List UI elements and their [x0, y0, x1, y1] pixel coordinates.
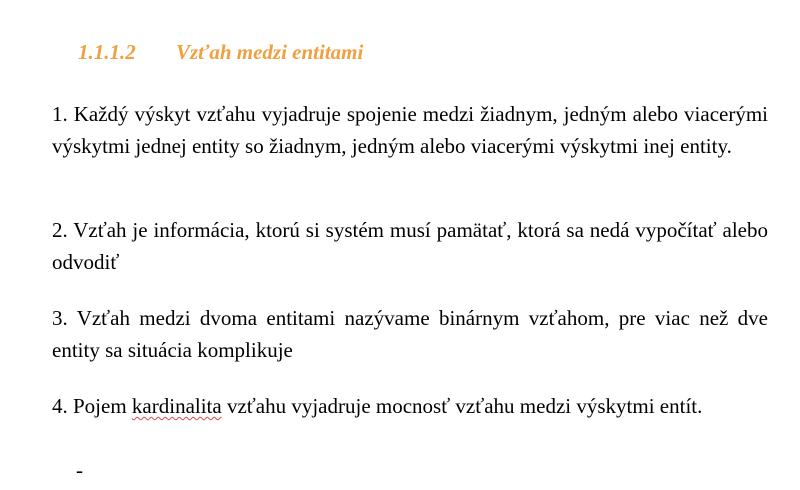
paragraph-1: 1. Každý výskyt vzťahu vyjadruje spojenie medzi žiadnym, jedným alebo viacerými výskytmi jednej entity so žiadnym, jedným alebo viacerými výskytmi inej entity. — [52, 102, 768, 158]
paragraph-4 — [52, 390, 768, 422]
section-heading — [78, 40, 363, 65]
section-number: 1.1.1.2 — [78, 40, 136, 64]
spellcheck-flagged-word[interactable]: kardinalita — [131, 394, 222, 418]
paragraph-2: 2. Vzťah je informácia, ktorú si systém musí pamätať, ktorá sa nedá vypočítať alebo odvodiť — [52, 218, 768, 274]
paragraph-3: 3. Vzťah medzi dvoma entitami nazývame binárnym vzťahom, pre viac než dve entity sa situácia komplikuje — [52, 306, 768, 362]
list-dash: - — [76, 458, 83, 482]
paragraph-4-start: 4. Pojem — [52, 394, 132, 418]
paragraph-4-end: vzťahu vyjadruje mocnosť vzťahu medzi výskytmi entít. — [221, 394, 703, 418]
section-title: Vzťah medzi entitami — [176, 40, 364, 64]
